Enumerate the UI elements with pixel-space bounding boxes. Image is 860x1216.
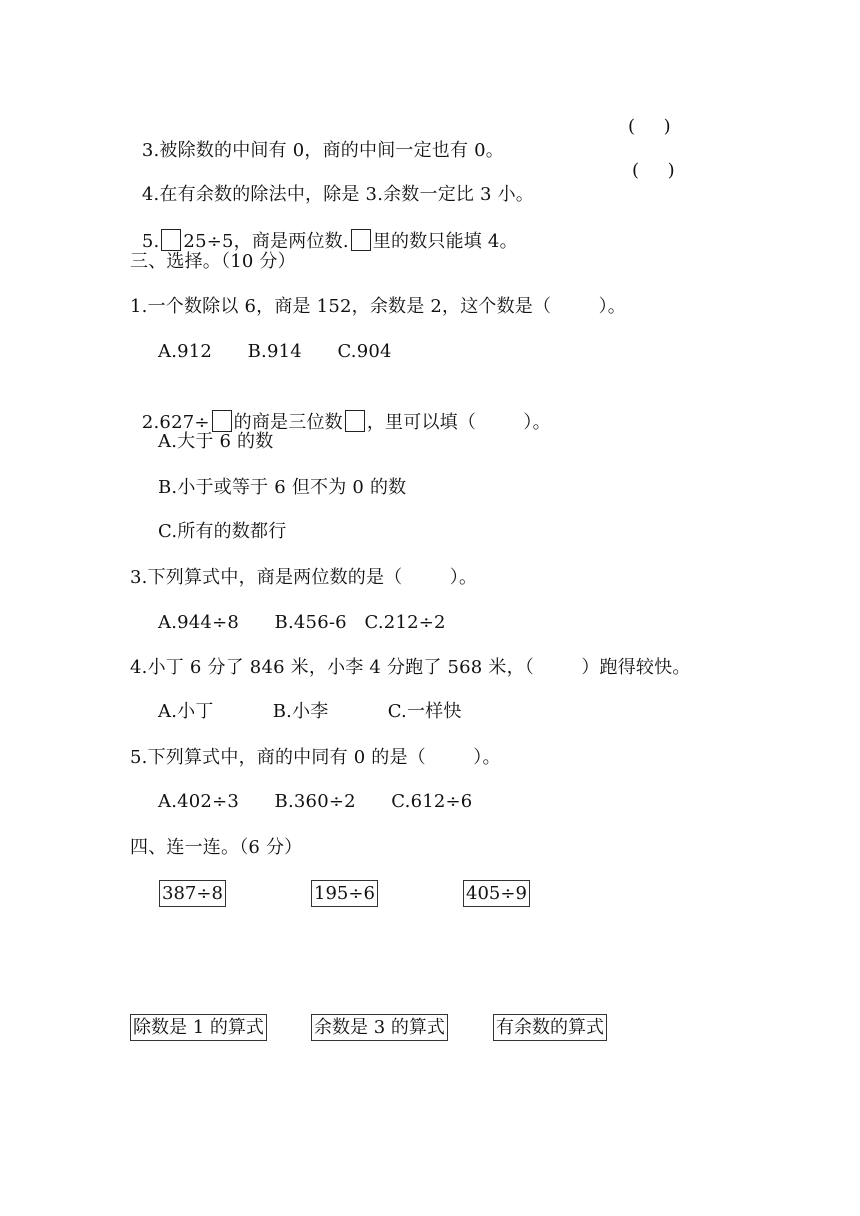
choice-q2-mid: 的商是三位数 [233, 412, 343, 433]
judge-q3-text: 3.被除数的中间有 0，商的中间一定也有 0。 [141, 140, 504, 161]
choice-q3: 3.下列算式中，商是两位数的是（ ）。 [130, 567, 478, 588]
judge-q5-prefix: 5. [141, 231, 160, 252]
judge-q5-mid: 25÷5，商是两位数. [183, 231, 349, 252]
choice-q4: 4.小丁 6 分了 846 米，小李 4 分跑了 568 米，（ ）跑得较快。 [130, 657, 691, 678]
choice-q2-option-b[interactable]: B.小于或等于 6 但不为 0 的数 [158, 477, 407, 498]
choice-q4-options[interactable]: A.小丁 B.小李 C.一样快 [158, 701, 462, 722]
choice-q2-option-a[interactable]: A.大于 6 的数 [158, 431, 274, 452]
judge-q4 [130, 159, 534, 207]
choice-q1: 1.一个数除以 6，商是 152，余数是 2，这个数是（ ）。 [130, 296, 626, 317]
match-expression-2[interactable]: 195÷6 [311, 880, 378, 907]
judge-q5-suffix: 里的数只能填 4。 [372, 231, 518, 252]
judge-q3 [130, 115, 504, 163]
blank-box-first[interactable] [161, 229, 181, 251]
choice-q2-option-c[interactable]: C.所有的数都行 [158, 521, 287, 542]
choice-q1-options[interactable]: A.912 B.914 C.904 [158, 341, 392, 362]
judge-q4-answer-paren[interactable]: ( ) [632, 160, 675, 181]
choice-q3-options[interactable]: A.944÷8 B.456-6 C.212÷2 [158, 612, 446, 633]
judge-q3-answer-paren[interactable]: ( ) [628, 116, 671, 137]
match-expression-3[interactable]: 405÷9 [463, 880, 530, 907]
choice-q2-prefix: 2.627÷ [141, 412, 210, 433]
choice-q5: 5.下列算式中，商的中同有 0 的是（ ）。 [130, 747, 501, 768]
choice-q2-blank-second[interactable] [345, 410, 365, 432]
match-category-1[interactable]: 除数是 1 的算式 [130, 1014, 267, 1041]
blank-box-second[interactable] [351, 229, 371, 251]
choice-q2-suffix: ，里可以填（ ）。 [366, 412, 551, 433]
judge-q5 [130, 205, 518, 254]
section-match-heading: 四、连一连。（6 分） [130, 837, 303, 858]
choice-q5-options[interactable]: A.402÷3 B.360÷2 C.612÷6 [158, 791, 473, 812]
choice-q2-blank-divisor[interactable] [212, 410, 232, 432]
section-choice-heading: 三、选择。（10 分） [130, 251, 296, 272]
match-expression-1[interactable]: 387÷8 [159, 880, 226, 907]
judge-q4-text: 4.在有余数的除法中，除是 3.余数一定比 3 小。 [141, 184, 535, 205]
choice-q2 [130, 386, 551, 435]
match-category-2[interactable]: 余数是 3 的算式 [311, 1014, 448, 1041]
match-category-3[interactable]: 有余数的算式 [493, 1014, 607, 1041]
